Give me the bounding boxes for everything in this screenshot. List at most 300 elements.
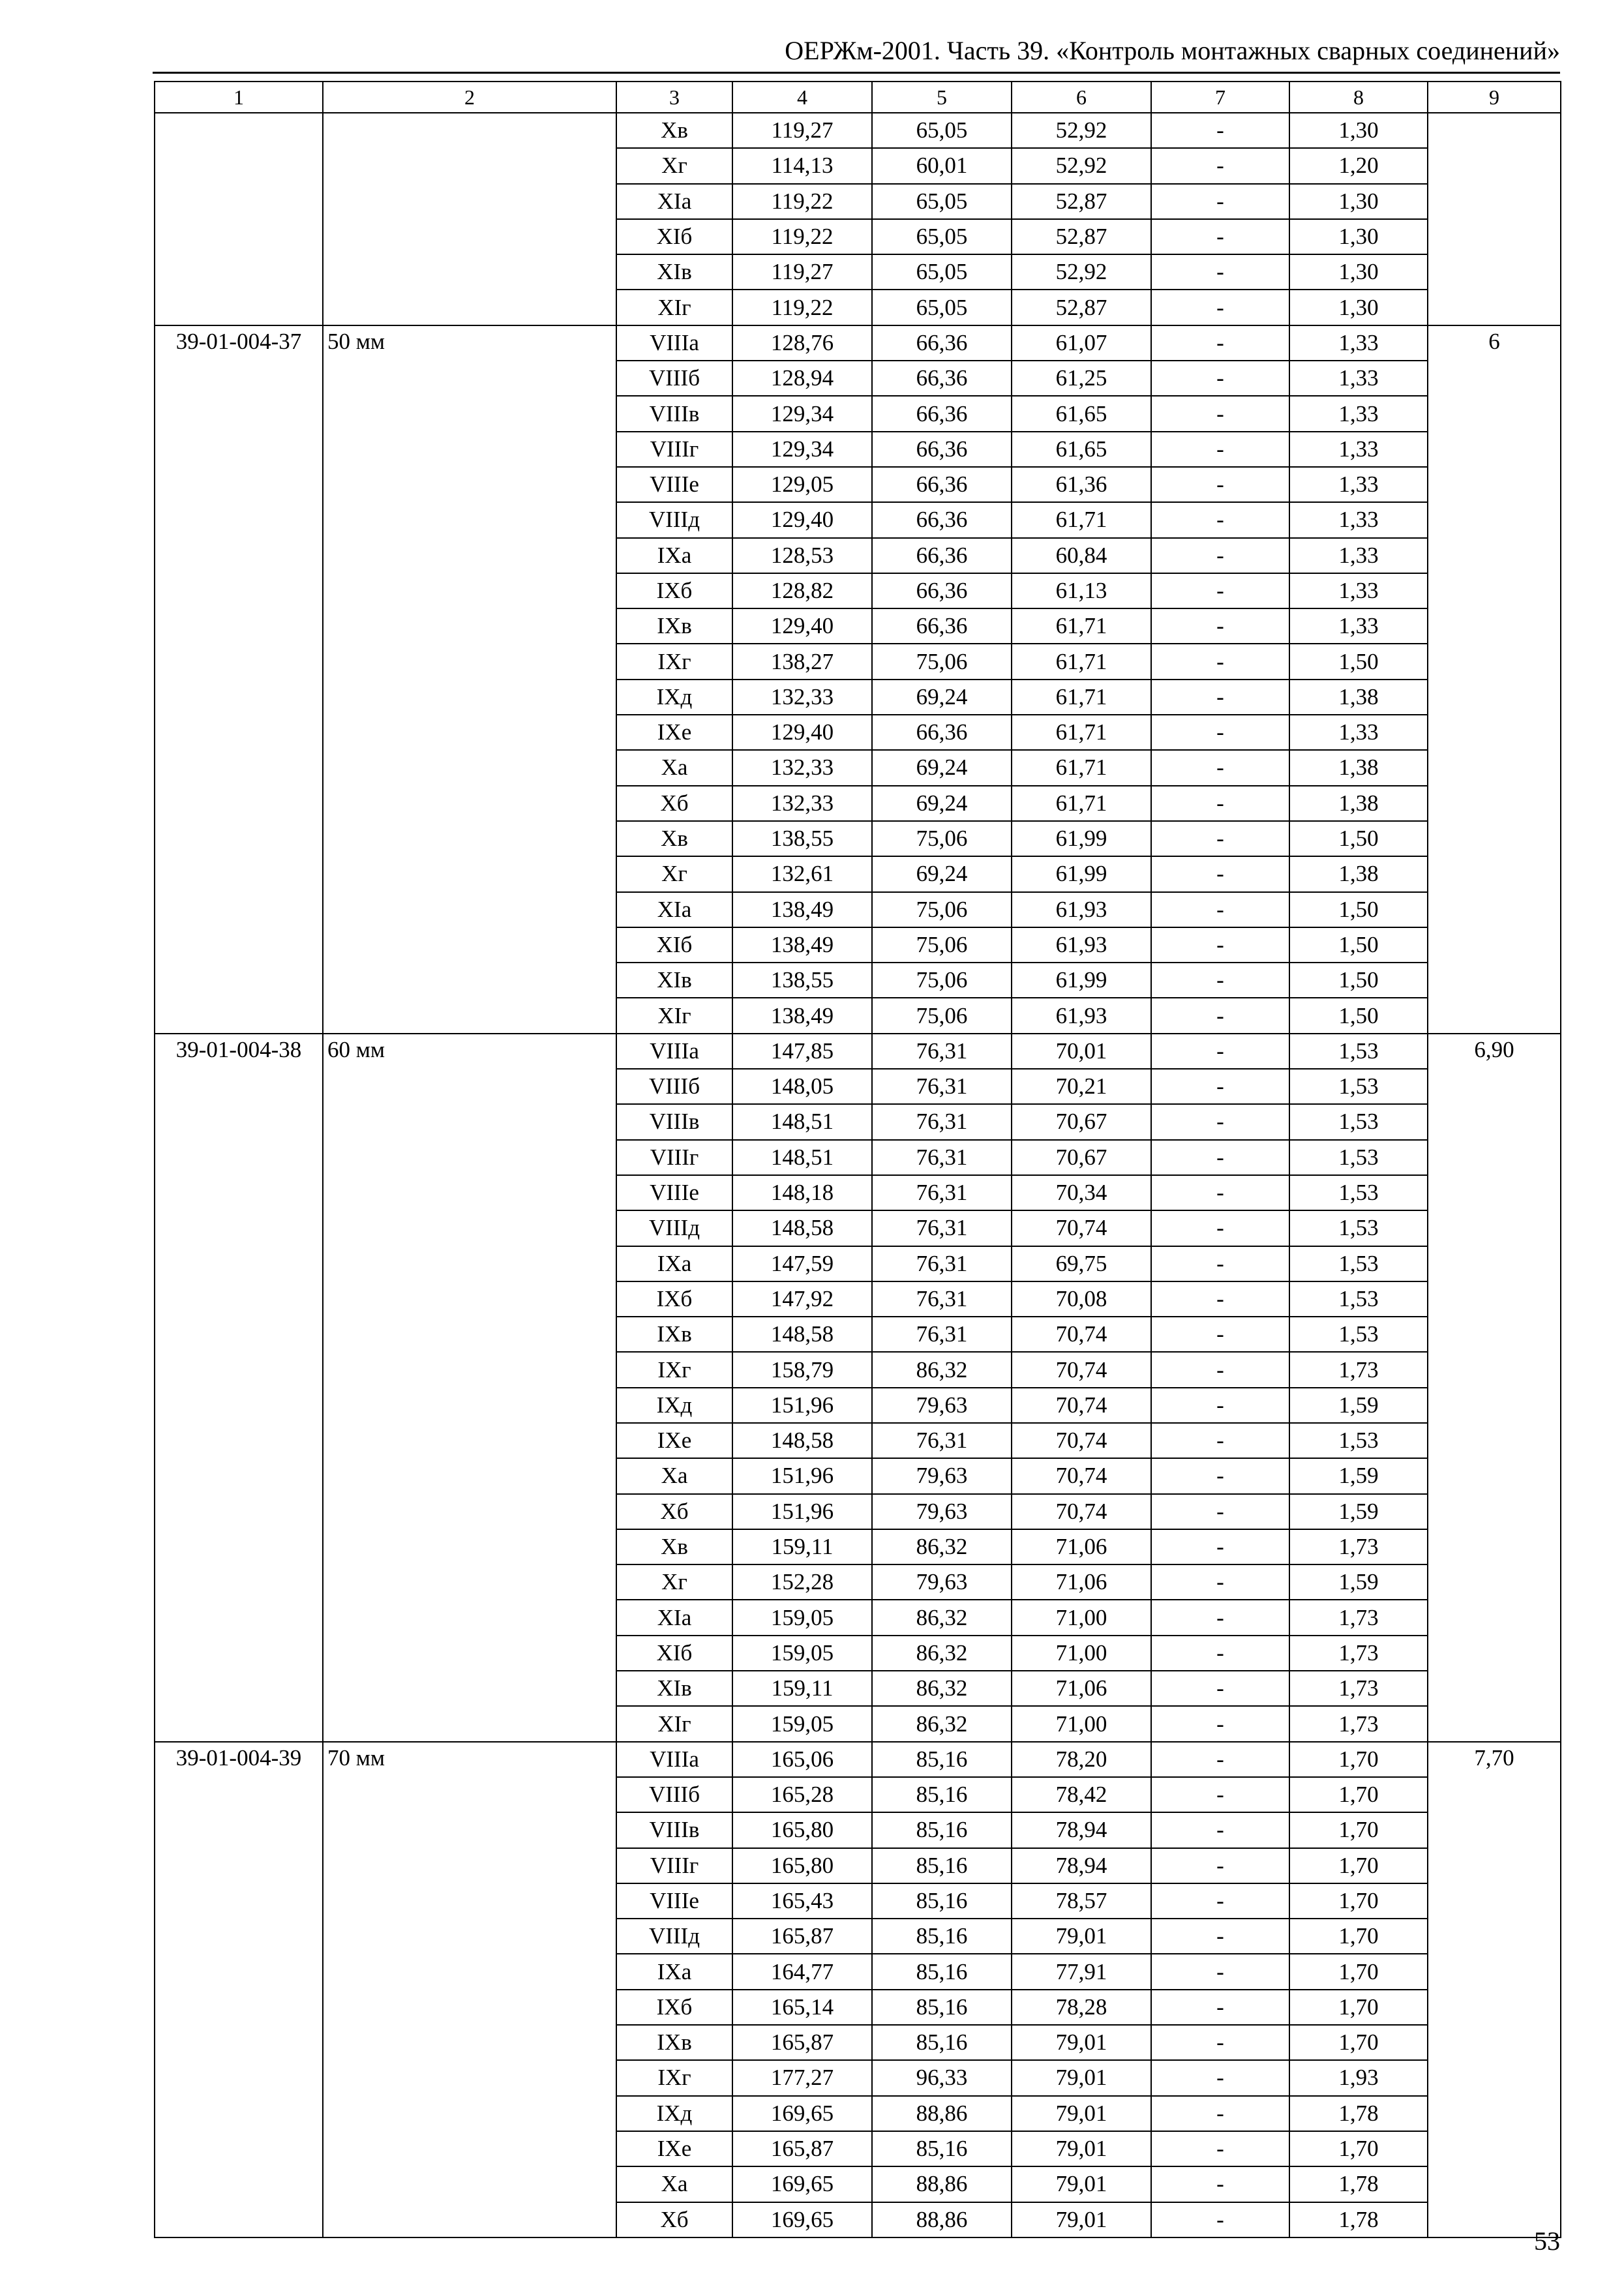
table-cell: 1,53: [1289, 1069, 1428, 1104]
table-cell: VIIIг: [616, 432, 732, 467]
table-cell: Ха: [616, 1458, 732, 1493]
table-cell: 1,38: [1289, 786, 1428, 821]
table-cell: -: [1151, 573, 1289, 608]
table-cell: -: [1151, 680, 1289, 715]
table-cell: 169,65: [732, 2096, 872, 2131]
table-cell: -: [1151, 1564, 1289, 1600]
table-cell: 70,21: [1012, 1069, 1151, 1104]
table-cell: 60,84: [1012, 538, 1151, 573]
table-cell: 70,74: [1012, 1210, 1151, 1246]
table-cell: -: [1151, 1246, 1289, 1281]
table-cell: 69,24: [872, 750, 1012, 785]
table-cell: 1,50: [1289, 927, 1428, 963]
table-cell: 70,34: [1012, 1175, 1151, 1210]
table-cell: 61,65: [1012, 432, 1151, 467]
table-cell: 138,49: [732, 927, 872, 963]
table-cell: 70,74: [1012, 1317, 1151, 1352]
table-cell: 1,53: [1289, 1104, 1428, 1139]
table-cell: 85,16: [872, 1990, 1012, 2025]
table-cell: -: [1151, 927, 1289, 963]
table-cell: -: [1151, 325, 1289, 361]
rate-code-cell: [155, 113, 323, 325]
table-cell: -: [1151, 1954, 1289, 1989]
table-cell: VIIIа: [616, 325, 732, 361]
table-cell: 177,27: [732, 2060, 872, 2095]
table-cell: IХа: [616, 1246, 732, 1281]
table-cell: 148,58: [732, 1317, 872, 1352]
table-cell: 61,99: [1012, 963, 1151, 998]
table-cell: 1,20: [1289, 148, 1428, 183]
table-cell: 147,92: [732, 1281, 872, 1317]
table-cell: 78,42: [1012, 1777, 1151, 1812]
table-cell: ХIа: [616, 892, 732, 927]
table-cell: -: [1151, 467, 1289, 502]
table-cell: 61,36: [1012, 467, 1151, 502]
table-cell: VIIIб: [616, 1069, 732, 1104]
column-number: 4: [732, 82, 872, 113]
table-cell: IХг: [616, 644, 732, 679]
table-cell: 114,13: [732, 148, 872, 183]
column9-cell: 7,70: [1428, 1742, 1561, 2237]
rate-code-cell: 39-01-004-39: [155, 1742, 323, 2237]
table-cell: 85,16: [872, 1742, 1012, 1777]
table-cell: ХIа: [616, 184, 732, 219]
table-cell: 70,67: [1012, 1104, 1151, 1139]
table-cell: Ха: [616, 2166, 732, 2202]
table-cell: 61,71: [1012, 608, 1151, 644]
table-cell: VIIIв: [616, 1104, 732, 1139]
table-cell: 85,16: [872, 1883, 1012, 1919]
table-cell: 165,87: [732, 2131, 872, 2166]
table-cell: Хг: [616, 1564, 732, 1600]
table-cell: 66,36: [872, 467, 1012, 502]
table-cell: 148,51: [732, 1104, 872, 1139]
rate-code-cell: 39-01-004-37: [155, 325, 323, 1034]
table-row: [155, 1034, 1561, 1069]
table-cell: 70,74: [1012, 1388, 1151, 1423]
table-row: [155, 113, 1561, 148]
table-cell: -: [1151, 254, 1289, 290]
table-cell: 1,53: [1289, 1317, 1428, 1352]
table-cell: VIIIа: [616, 1034, 732, 1069]
table-cell: 165,80: [732, 1812, 872, 1848]
table-cell: IХе: [616, 715, 732, 750]
table-cell: 78,57: [1012, 1883, 1151, 1919]
table-cell: 79,63: [872, 1564, 1012, 1600]
table-cell: -: [1151, 1210, 1289, 1246]
table-cell: 1,70: [1289, 1777, 1428, 1812]
table-cell: 1,78: [1289, 2166, 1428, 2202]
table-cell: 52,87: [1012, 184, 1151, 219]
table-cell: 119,27: [732, 113, 872, 148]
table-cell: 69,24: [872, 786, 1012, 821]
table-cell: 159,05: [732, 1706, 872, 1741]
header-rule: [153, 72, 1560, 74]
table-cell: 165,43: [732, 1883, 872, 1919]
table-cell: 152,28: [732, 1564, 872, 1600]
table-cell: 138,49: [732, 892, 872, 927]
table-cell: 1,30: [1289, 113, 1428, 148]
table-cell: 1,70: [1289, 1990, 1428, 2025]
table-cell: 61,25: [1012, 361, 1151, 396]
table-cell: -: [1151, 1883, 1289, 1919]
table-cell: 69,75: [1012, 1246, 1151, 1281]
table-cell: Хб: [616, 786, 732, 821]
table-cell: 75,06: [872, 998, 1012, 1033]
table-cell: IХа: [616, 1954, 732, 1989]
table-cell: 85,16: [872, 1954, 1012, 1989]
table-cell: Хг: [616, 148, 732, 183]
table-cell: 77,91: [1012, 1954, 1151, 1989]
table-cell: 61,71: [1012, 680, 1151, 715]
table-cell: 61,13: [1012, 573, 1151, 608]
table-cell: IХе: [616, 1423, 732, 1458]
table-cell: ХIа: [616, 1600, 732, 1635]
table-cell: VIIIе: [616, 1175, 732, 1210]
table-cell: -: [1151, 113, 1289, 148]
table-cell: 1,93: [1289, 2060, 1428, 2095]
table-cell: VIIIд: [616, 1919, 732, 1954]
table-cell: 71,06: [1012, 1564, 1151, 1600]
table-cell: 61,71: [1012, 786, 1151, 821]
table-cell: 85,16: [872, 1812, 1012, 1848]
table-cell: 78,94: [1012, 1812, 1151, 1848]
table-cell: 159,05: [732, 1636, 872, 1671]
table-cell: 129,40: [732, 715, 872, 750]
table-cell: VIIIе: [616, 467, 732, 502]
table-cell: VIIIв: [616, 396, 732, 431]
table-cell: 138,55: [732, 963, 872, 998]
table-cell: VIIIг: [616, 1848, 732, 1883]
table-cell: -: [1151, 1140, 1289, 1175]
table-cell: IХв: [616, 608, 732, 644]
table-cell: 66,36: [872, 608, 1012, 644]
table-cell: Ха: [616, 750, 732, 785]
table-cell: 86,32: [872, 1636, 1012, 1671]
table-cell: 1,53: [1289, 1175, 1428, 1210]
table-cell: -: [1151, 2060, 1289, 2095]
table-cell: 69,24: [872, 856, 1012, 891]
table-cell: -: [1151, 1919, 1289, 1954]
table-cell: Хб: [616, 1494, 732, 1529]
table-cell: 76,31: [872, 1104, 1012, 1139]
table-cell: 1,30: [1289, 184, 1428, 219]
table-cell: 1,53: [1289, 1034, 1428, 1069]
table-cell: -: [1151, 502, 1289, 537]
table-cell: 1,33: [1289, 325, 1428, 361]
table-cell: 1,33: [1289, 432, 1428, 467]
table-cell: 71,00: [1012, 1600, 1151, 1635]
table-cell: -: [1151, 1104, 1289, 1139]
table-cell: 1,70: [1289, 1742, 1428, 1777]
table-cell: 132,61: [732, 856, 872, 891]
table-cell: 119,22: [732, 219, 872, 254]
table-cell: 1,50: [1289, 963, 1428, 998]
table-cell: 119,22: [732, 184, 872, 219]
table-cell: -: [1151, 1175, 1289, 1210]
table-cell: 85,16: [872, 1848, 1012, 1883]
table-cell: IХе: [616, 2131, 732, 2166]
table-cell: -: [1151, 2025, 1289, 2060]
column-number: 3: [616, 82, 732, 113]
table-cell: -: [1151, 219, 1289, 254]
table-cell: -: [1151, 892, 1289, 927]
table-cell: -: [1151, 2202, 1289, 2237]
table-cell: ХIв: [616, 254, 732, 290]
table-cell: 66,36: [872, 361, 1012, 396]
table-cell: 78,94: [1012, 1848, 1151, 1883]
table-cell: -: [1151, 2096, 1289, 2131]
table-cell: 66,36: [872, 502, 1012, 537]
table-cell: VIIIб: [616, 361, 732, 396]
table-cell: -: [1151, 290, 1289, 325]
table-cell: 61,07: [1012, 325, 1151, 361]
table-cell: 132,33: [732, 680, 872, 715]
table-cell: 66,36: [872, 573, 1012, 608]
table-cell: 129,40: [732, 608, 872, 644]
rates-table-body: [155, 82, 1561, 2237]
table-cell: 1,70: [1289, 1919, 1428, 1954]
table-cell: -: [1151, 644, 1289, 679]
column-number: 9: [1428, 82, 1561, 113]
table-cell: 1,33: [1289, 573, 1428, 608]
table-cell: 165,28: [732, 1777, 872, 1812]
table-cell: 79,01: [1012, 2060, 1151, 2095]
table-cell: 76,31: [872, 1423, 1012, 1458]
table-cell: 129,34: [732, 396, 872, 431]
table-cell: 138,55: [732, 821, 872, 856]
table-cell: -: [1151, 1742, 1289, 1777]
table-cell: ХIб: [616, 1636, 732, 1671]
table-cell: 61,93: [1012, 998, 1151, 1033]
table-cell: 86,32: [872, 1352, 1012, 1387]
table-cell: IХв: [616, 1317, 732, 1352]
table-cell: 148,51: [732, 1140, 872, 1175]
table-cell: 76,31: [872, 1246, 1012, 1281]
table-cell: 66,36: [872, 432, 1012, 467]
table-cell: 66,36: [872, 538, 1012, 573]
table-cell: 76,31: [872, 1210, 1012, 1246]
table-cell: 1,33: [1289, 715, 1428, 750]
table-cell: 76,31: [872, 1069, 1012, 1104]
table-cell: -: [1151, 432, 1289, 467]
table-cell: 86,32: [872, 1671, 1012, 1706]
table-cell: IХд: [616, 2096, 732, 2131]
column9-cell: [1428, 113, 1561, 325]
table-cell: -: [1151, 1458, 1289, 1493]
table-cell: -: [1151, 1388, 1289, 1423]
table-cell: 76,31: [872, 1034, 1012, 1069]
column-number: 8: [1289, 82, 1428, 113]
table-cell: VIIIа: [616, 1742, 732, 1777]
table-cell: 1,73: [1289, 1600, 1428, 1635]
table-cell: 75,06: [872, 963, 1012, 998]
table-cell: 165,06: [732, 1742, 872, 1777]
table-cell: 147,59: [732, 1246, 872, 1281]
table-cell: 79,63: [872, 1458, 1012, 1493]
table-cell: IХб: [616, 1281, 732, 1317]
table-cell: -: [1151, 184, 1289, 219]
table-cell: -: [1151, 1671, 1289, 1706]
table-cell: 66,36: [872, 396, 1012, 431]
table-cell: 70,67: [1012, 1140, 1151, 1175]
table-cell: 60,01: [872, 148, 1012, 183]
table-cell: 75,06: [872, 892, 1012, 927]
table-cell: 1,53: [1289, 1140, 1428, 1175]
table-cell: 1,53: [1289, 1281, 1428, 1317]
table-cell: 79,63: [872, 1388, 1012, 1423]
column-number: 1: [155, 82, 323, 113]
table-cell: 65,05: [872, 290, 1012, 325]
table-cell: 79,01: [1012, 2131, 1151, 2166]
table-cell: 1,50: [1289, 892, 1428, 927]
table-cell: 61,71: [1012, 502, 1151, 537]
table-cell: 132,33: [732, 750, 872, 785]
table-cell: -: [1151, 148, 1289, 183]
table-cell: 1,50: [1289, 998, 1428, 1033]
table-cell: 79,01: [1012, 2166, 1151, 2202]
table-cell: ХIг: [616, 998, 732, 1033]
table-cell: ХIг: [616, 1706, 732, 1741]
table-cell: -: [1151, 1352, 1289, 1387]
table-cell: IХб: [616, 573, 732, 608]
table-cell: 61,93: [1012, 892, 1151, 927]
table-cell: -: [1151, 1600, 1289, 1635]
pipe-size-cell: 70 мм: [323, 1742, 616, 2237]
table-cell: ХIб: [616, 219, 732, 254]
table-cell: 75,06: [872, 927, 1012, 963]
table-cell: 65,05: [872, 184, 1012, 219]
table-cell: 1,33: [1289, 361, 1428, 396]
table-cell: 148,58: [732, 1210, 872, 1246]
table-cell: 61,99: [1012, 821, 1151, 856]
page-header-title: ОЕРЖм-2001. Часть 39. «Контроль монтажных сварных соединений»: [785, 36, 1560, 65]
table-cell: VIIIб: [616, 1777, 732, 1812]
table-cell: -: [1151, 715, 1289, 750]
table-cell: 1,53: [1289, 1423, 1428, 1458]
table-cell: 76,31: [872, 1317, 1012, 1352]
table-cell: 165,14: [732, 1990, 872, 2025]
table-cell: 75,06: [872, 821, 1012, 856]
table-cell: 65,05: [872, 254, 1012, 290]
table-cell: 85,16: [872, 1777, 1012, 1812]
table-cell: 61,71: [1012, 750, 1151, 785]
table-cell: 86,32: [872, 1600, 1012, 1635]
table-cell: -: [1151, 750, 1289, 785]
table-cell: IХд: [616, 1388, 732, 1423]
table-cell: -: [1151, 2166, 1289, 2202]
table-cell: -: [1151, 361, 1289, 396]
table-cell: -: [1151, 1423, 1289, 1458]
column9-cell: 6,90: [1428, 1034, 1561, 1742]
table-cell: 88,86: [872, 2096, 1012, 2131]
table-cell: 132,33: [732, 786, 872, 821]
table-cell: 1,33: [1289, 396, 1428, 431]
pipe-size-cell: [323, 113, 616, 325]
table-cell: 128,94: [732, 361, 872, 396]
table-cell: -: [1151, 963, 1289, 998]
table-cell: 78,28: [1012, 1990, 1151, 2025]
table-cell: -: [1151, 1317, 1289, 1352]
table-cell: 61,99: [1012, 856, 1151, 891]
table-cell: 76,31: [872, 1140, 1012, 1175]
table-cell: 1,30: [1289, 254, 1428, 290]
table-cell: IХд: [616, 680, 732, 715]
table-cell: 165,87: [732, 1919, 872, 1954]
table-cell: 119,27: [732, 254, 872, 290]
table-cell: 65,05: [872, 113, 1012, 148]
table-cell: 78,20: [1012, 1742, 1151, 1777]
table-cell: 128,82: [732, 573, 872, 608]
column-number: 5: [872, 82, 1012, 113]
table-cell: 1,70: [1289, 2025, 1428, 2060]
table-cell: 159,05: [732, 1600, 872, 1635]
table-cell: 1,70: [1289, 1954, 1428, 1989]
pipe-size-cell: 60 мм: [323, 1034, 616, 1742]
table-cell: 61,71: [1012, 644, 1151, 679]
table-cell: 52,87: [1012, 290, 1151, 325]
table-cell: -: [1151, 396, 1289, 431]
table-cell: 151,96: [732, 1388, 872, 1423]
table-cell: 85,16: [872, 2025, 1012, 2060]
table-cell: 169,65: [732, 2166, 872, 2202]
table-cell: 1,73: [1289, 1671, 1428, 1706]
table-cell: -: [1151, 1812, 1289, 1848]
table-cell: 138,49: [732, 998, 872, 1033]
table-cell: -: [1151, 1529, 1289, 1564]
table-cell: 52,92: [1012, 148, 1151, 183]
table-cell: -: [1151, 821, 1289, 856]
table-cell: -: [1151, 1990, 1289, 2025]
table-cell: 65,05: [872, 219, 1012, 254]
pipe-size-cell: 50 мм: [323, 325, 616, 1034]
table-cell: 1,70: [1289, 1812, 1428, 1848]
table-cell: 1,59: [1289, 1494, 1428, 1529]
table-cell: -: [1151, 1706, 1289, 1741]
table-cell: IХг: [616, 2060, 732, 2095]
column9-cell: 6: [1428, 325, 1561, 1034]
table-cell: 169,65: [732, 2202, 872, 2237]
table-row: [155, 1742, 1561, 1777]
table-cell: 85,16: [872, 1919, 1012, 1954]
table-cell: 79,63: [872, 1494, 1012, 1529]
table-cell: VIIIг: [616, 1140, 732, 1175]
table-cell: 52,92: [1012, 113, 1151, 148]
table-cell: 128,76: [732, 325, 872, 361]
table-cell: 70,08: [1012, 1281, 1151, 1317]
table-cell: 1,33: [1289, 538, 1428, 573]
table-cell: 159,11: [732, 1529, 872, 1564]
table-cell: -: [1151, 1636, 1289, 1671]
table-cell: 71,06: [1012, 1529, 1151, 1564]
table-cell: -: [1151, 1069, 1289, 1104]
table-cell: 86,32: [872, 1706, 1012, 1741]
table-cell: 76,31: [872, 1281, 1012, 1317]
table-cell: 75,06: [872, 644, 1012, 679]
table-cell: 1,70: [1289, 2131, 1428, 2166]
table-cell: IХа: [616, 538, 732, 573]
table-cell: 1,30: [1289, 219, 1428, 254]
table-cell: IХв: [616, 2025, 732, 2060]
table-cell: 158,79: [732, 1352, 872, 1387]
table-cell: 70,01: [1012, 1034, 1151, 1069]
table-cell: VIIIд: [616, 1210, 732, 1246]
table-cell: 1,53: [1289, 1246, 1428, 1281]
table-cell: 96,33: [872, 2060, 1012, 2095]
table-cell: ХIв: [616, 963, 732, 998]
table-row: [155, 325, 1561, 361]
table-cell: 71,00: [1012, 1636, 1151, 1671]
